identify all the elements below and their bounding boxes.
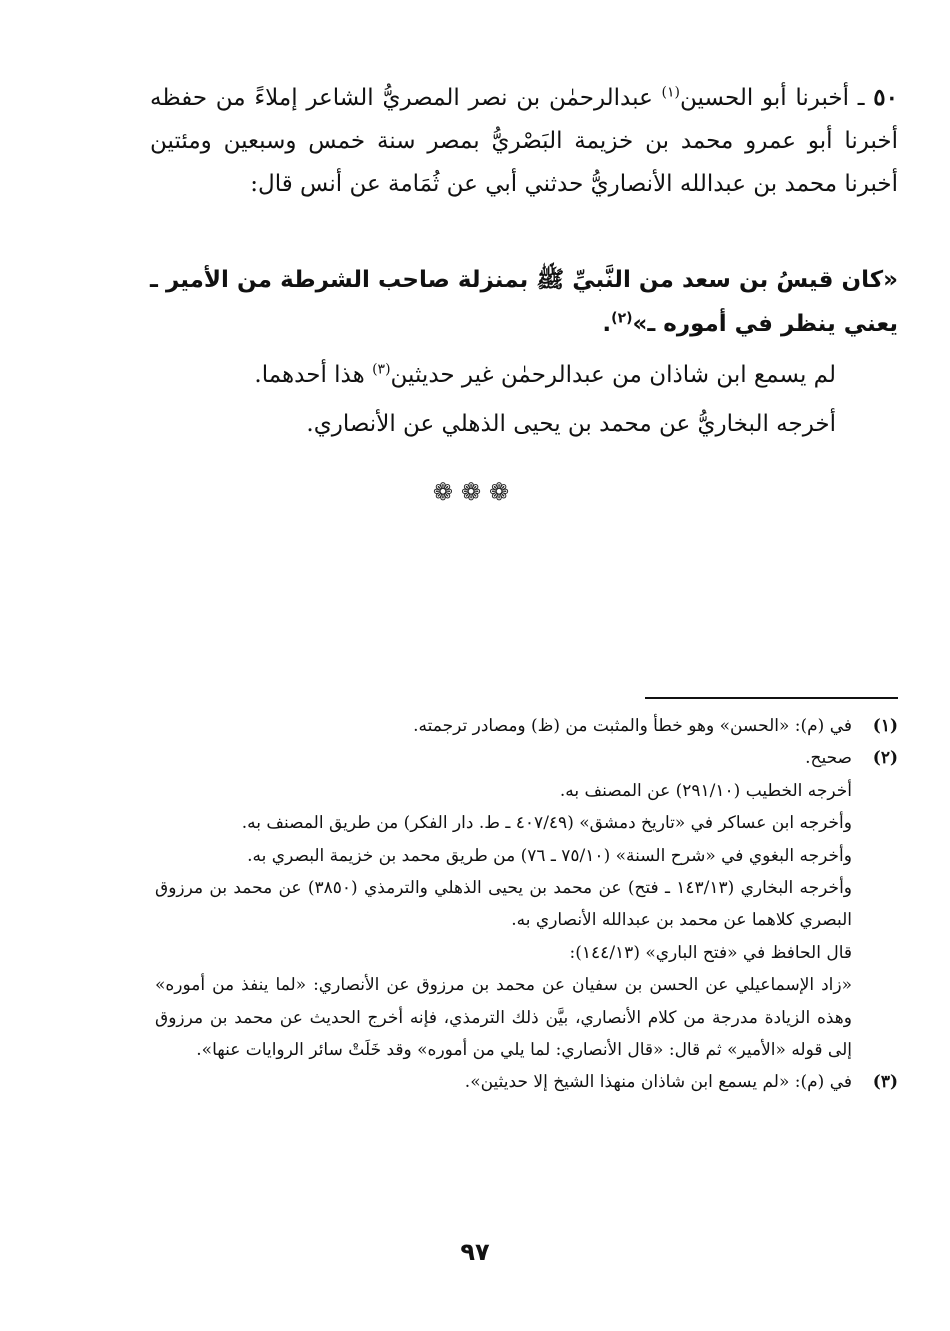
footnote-divider xyxy=(645,697,898,699)
author-note-1 xyxy=(150,355,836,395)
footnote-2-line-4: وأخرجه البخاري (١٤٣/١٣ ـ فتح) عن محمد بن يحيى الذهلي والترمذي (٣٨٥٠) عن محمد بن مرزوق البصري كلاهما عن محمد بن عبدالله الأنصاري به. xyxy=(155,878,852,931)
hadith-number: ٥٠ xyxy=(873,84,898,111)
footnote-3 xyxy=(155,1066,898,1098)
footnote-2 xyxy=(155,742,898,774)
footnote-3-marker: (٣) xyxy=(872,1072,898,1093)
footnote-1-marker: (١) xyxy=(872,716,898,736)
matn-text: «كان قيسُ بن سعد من النَّبيِّ ﷺ بمنزلة صاحب الشرطة من الأمير ـ يعني ينظر في أموره ـ» xyxy=(150,267,898,337)
ornament-separator: ❁❁❁ xyxy=(432,478,518,506)
isnad-text-start: أخبرنا أبو الحسين xyxy=(680,85,850,111)
isnad-paragraph xyxy=(150,76,898,206)
footnote-2-line-6: «زاد الإسماعيلي عن الحسن بن سفيان عن محمد بن مرزوق عن الأنصاري: «لما ينفذ من أموره» وهذه الزيادة مدرجة من كلام الأنصاري، بيَّن ذلك الترمذي، فإنه أخرج الحديث عن محمد بن مرزوق إلى قوله «الأمير» ثم قال: «قال الأنصاري: لما يلي من أموره» وقد خَلَتْ سائر الروايات عنها». xyxy=(155,975,852,1061)
footnote-2-line-5: قال الحافظ في «فتح الباري» (١٤٤/١٣): xyxy=(569,942,852,963)
footnote-ref-1[interactable]: (١) xyxy=(661,84,681,101)
footnote-ref-2[interactable]: (٢) xyxy=(611,310,633,327)
author-note-2: أخرجه البخاريُّ عن محمد بن يحيى الذهلي عن الأنصاري. xyxy=(306,411,836,437)
note1-text-start: لم يسمع ابن شاذان من عبدالرحمٰن غير حديثين xyxy=(390,362,836,388)
footnote-3-text: في (م): «لم يسمع ابن شاذان منهذا الشيخ إلا حديثين». xyxy=(464,1072,852,1093)
note1-text-end: هذا أحدهما. xyxy=(254,362,373,388)
footnotes xyxy=(155,710,898,1099)
hadith-isnad xyxy=(150,76,898,206)
footnote-2-line-1: أخرجه الخطيب (٢٩١/١٠) عن المصنف به. xyxy=(559,780,852,801)
isnad-text-rest: عبدالرحمٰن بن نصر المصريُّ الشاعر إملاءً من حفظه أخبرنا أبو عمرو محمد بن خزيمة البَصْريُّ بمصر سنة خمس وسبعين ومئتين أخبرنا محمد بن عبدالله الأنصاريُّ حدثني أبي عن ثُمَامة عن أنس قال: xyxy=(150,85,898,197)
hadith-number-separator: ـ xyxy=(849,85,874,111)
footnote-2-marker: (٢) xyxy=(872,748,898,769)
footnote-2-line-2: وأخرجه ابن عساكر في «تاريخ دمشق» (٤٠٧/٤٩ ـ ط. دار الفكر) من طريق المصنف به. xyxy=(241,813,852,834)
hadith-matn xyxy=(150,258,898,346)
footnote-1 xyxy=(155,710,898,742)
footnote-1-text: في (م): «الحسن» وهو خطأ والمثبت من (ظ) ومصادر ترجمته. xyxy=(413,716,852,736)
footnote-ref-3[interactable]: (٣) xyxy=(372,361,391,378)
footnote-2-line-3: وأخرجه البغوي في «شرح السنة» (٧٥/١٠ ـ ٧٦) من طريق محمد بن خزيمة البصري به. xyxy=(247,845,852,866)
matn-end: . xyxy=(602,311,612,337)
page-number: ٩٧ xyxy=(460,1238,490,1266)
footnote-2-text: صحيح. xyxy=(805,748,852,769)
